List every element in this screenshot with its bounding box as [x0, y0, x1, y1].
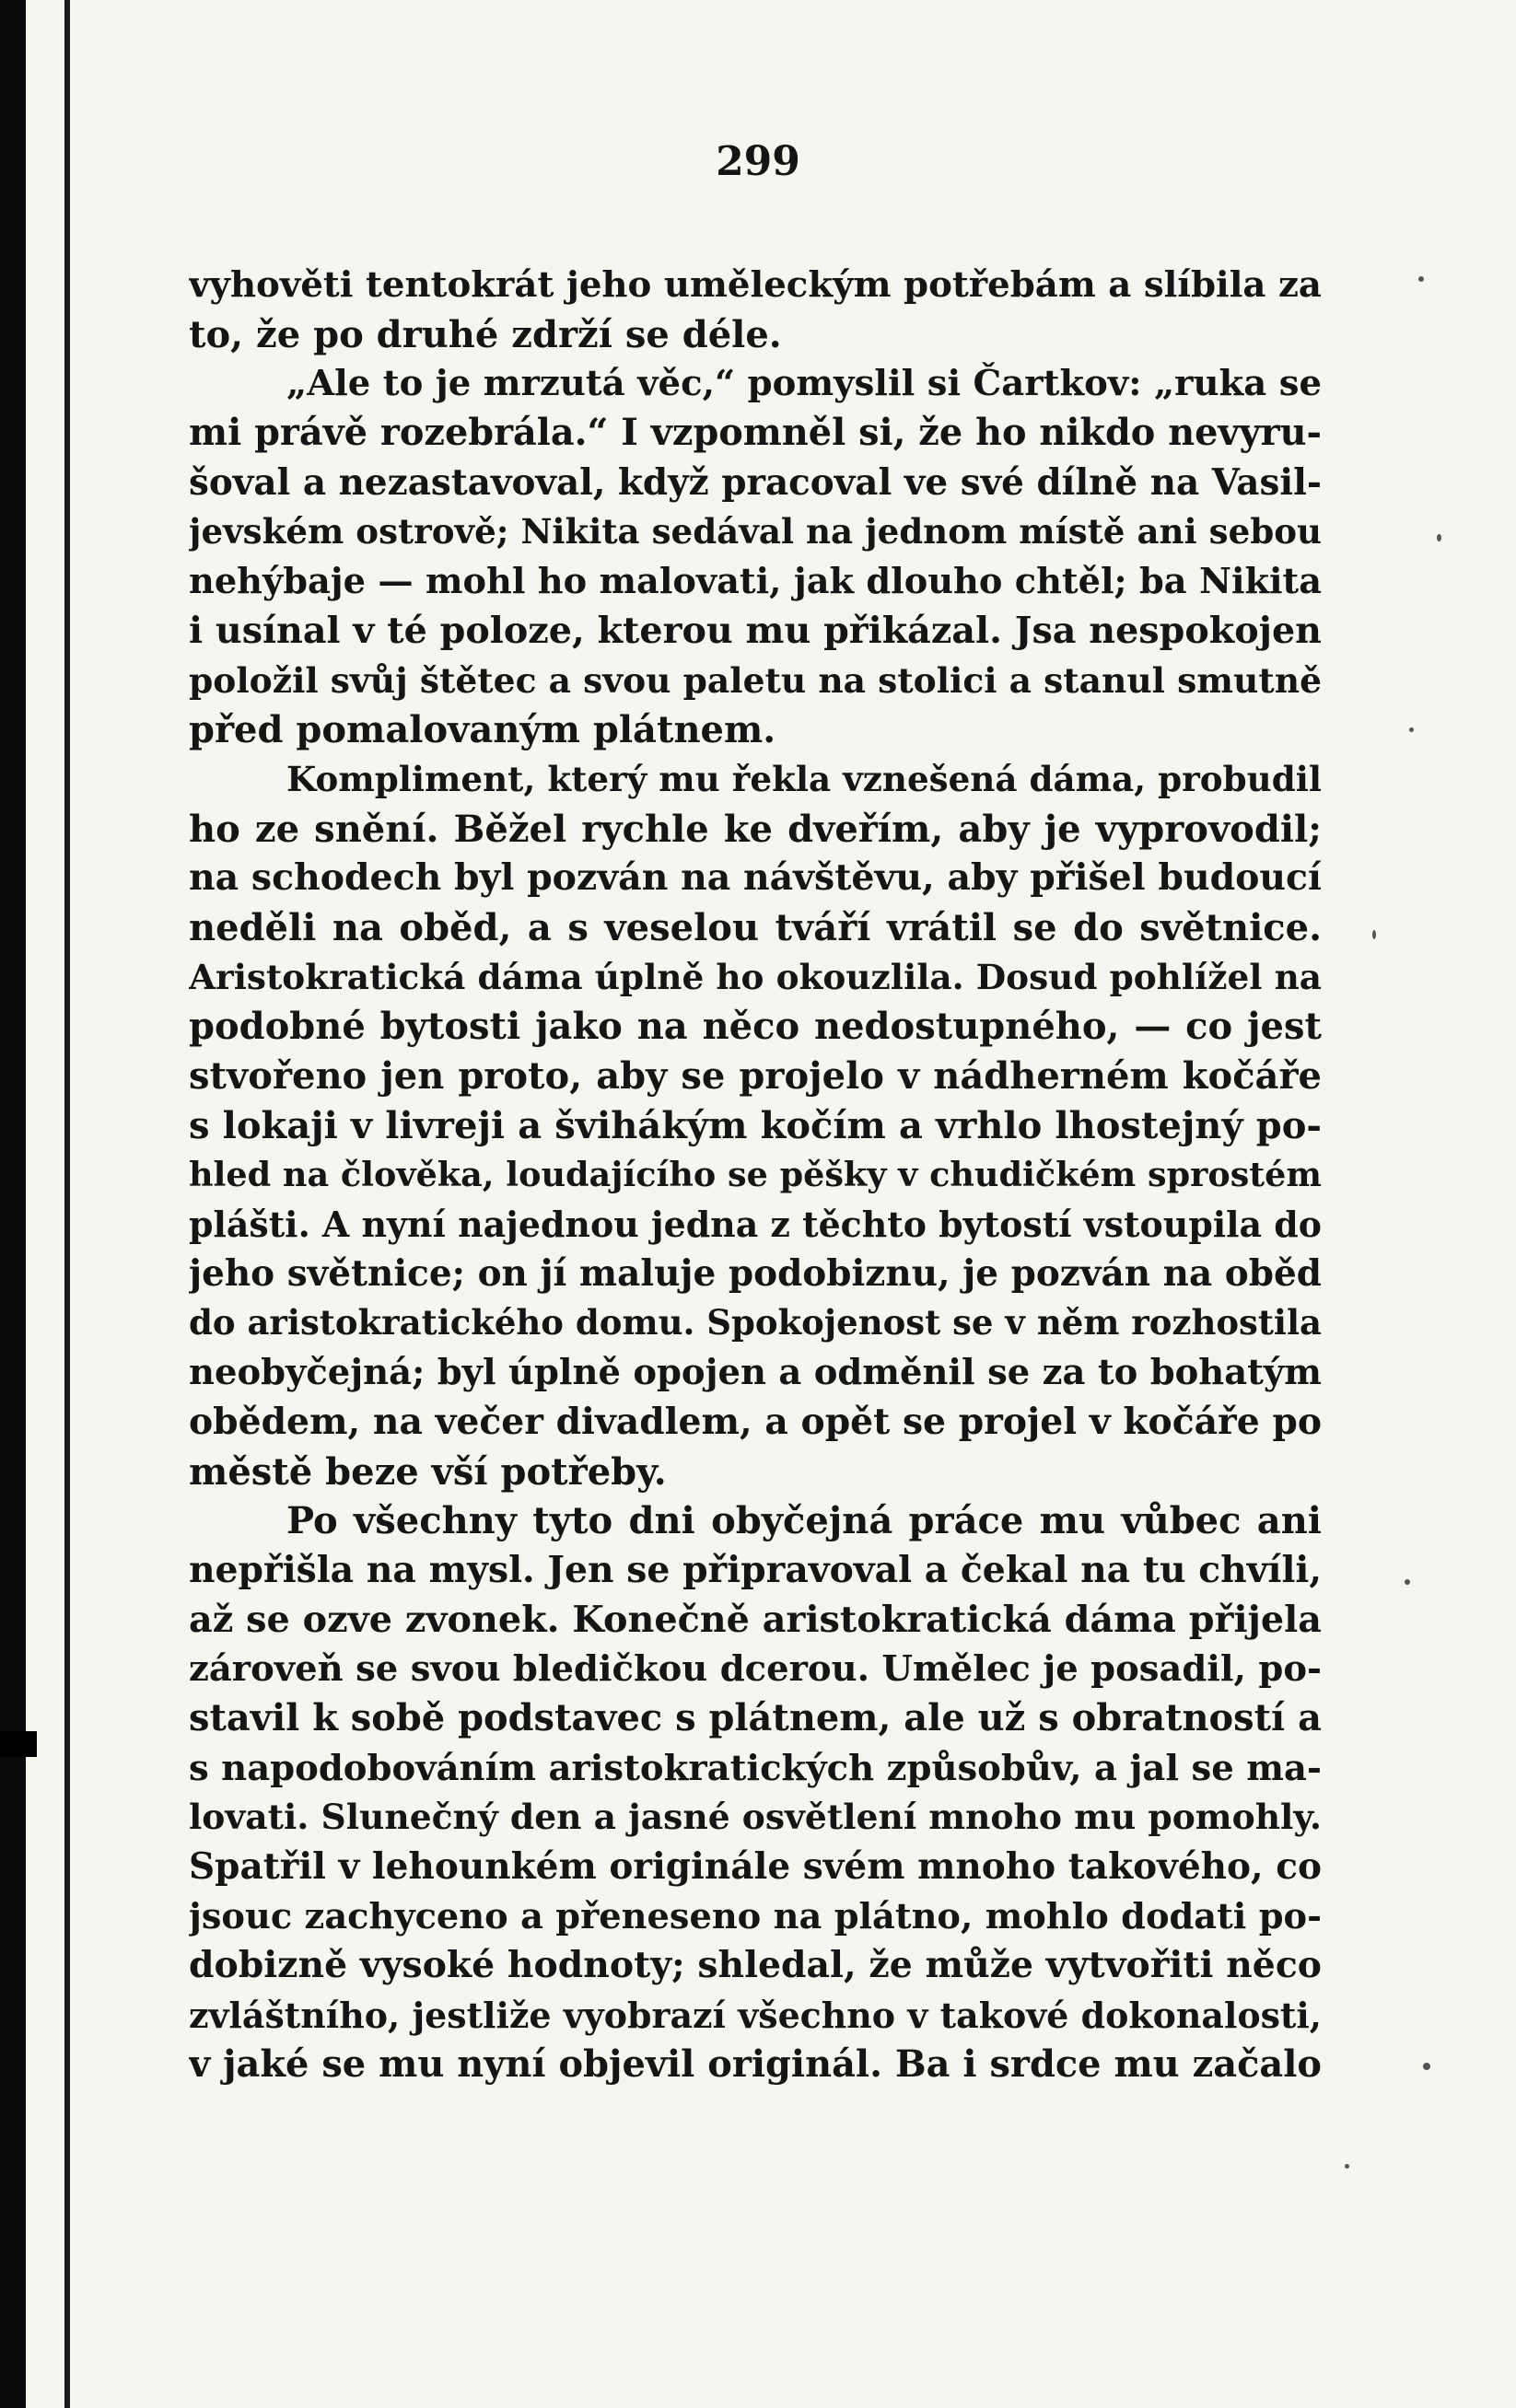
text-line: stavil k sobě podstavec s plátnem, ale už s obratností a	[189, 1696, 1322, 1739]
text-line: obědem, na večer divadlem, a opět se projel v kočáře po	[189, 1400, 1322, 1443]
text-line: nehýbaje — mohl ho malovati, jak dlouho chtěl; ba Nikita	[189, 561, 1322, 603]
scan-speck	[1423, 2063, 1430, 2070]
text-line: dobizně vysoké hodnoty; shledal, že může vytvořiti něco	[189, 1944, 1322, 1987]
text-line: Kompliment, který mu řekla vznešená dáma, probudil	[286, 758, 1322, 799]
scan-speck	[1418, 276, 1424, 282]
text-line: neděli na oběd, a s veselou tváří vrátil se do světnice.	[189, 905, 1322, 949]
text-line: šoval a nezastavoval, když pracoval ve své dílně na Vasil-	[189, 461, 1322, 504]
text-line: jsouc zachyceno a přeneseno na plátno, mohlo dodati po-	[189, 1895, 1322, 1937]
binding-shadow-line	[64, 0, 70, 2408]
text-line: jeho světnice; on jí maluje podobiznu, je pozván na oběd	[189, 1251, 1322, 1295]
text-line: na schodech byl pozván na návštěvu, aby přišel budoucí	[189, 856, 1322, 900]
text-line: hled na člověka, loudajícího se pěšky v chudičkém sprostém	[189, 1155, 1322, 1195]
text-line: stvořeno jen proto, aby se projelo v nádherném kočáře	[189, 1054, 1322, 1098]
text-line: vyhověti tentokrát jeho uměleckým potřebám a slíbila za	[189, 264, 1322, 306]
text-line: i usínal v té poloze, kterou mu přikázal. Jsa nespokojen	[189, 609, 1322, 652]
text-line: jevském ostrově; Nikita sedával na jednom místě ani sebou	[189, 511, 1322, 553]
text-line: až se ozve zvonek. Konečně aristokratická dáma přijela	[189, 1598, 1322, 1641]
text-line: před pomalovaným plátnem.	[189, 708, 776, 752]
text-line: s napodobováním aristokratických způsobův, a jal se ma-	[189, 1747, 1322, 1789]
text-line: to, že po druhé zdrží se déle.	[189, 312, 782, 356]
text-line: lovati. Slunečný den a jasné osvětlení mnoho mu pomohly.	[189, 1797, 1322, 1838]
scan-speck	[1409, 727, 1414, 732]
text-line: položil svůj štětec a svou paletu na stolici a stanul smutně	[189, 659, 1322, 701]
text-line: Spatřil v lehounkém originále svém mnoho takového, co	[189, 1845, 1322, 1888]
text-line: neobyčejná; byl úplně opojen a odměnil se za to bohatým	[189, 1352, 1322, 1394]
text-line: Po všechny tyto dni obyčejná práce mu vůbec ani	[286, 1499, 1322, 1543]
scan-speck	[1437, 534, 1441, 541]
text-line: „Ale to je mrzutá věc,“ pomyslil si Čartkov: „ruka se	[286, 363, 1322, 405]
binding-mark	[0, 1731, 37, 1757]
text-line: ho ze snění. Běžel rychle ke dveřím, aby je vyprovodil;	[189, 807, 1322, 851]
text-line: s lokaji v livreji a švihákým kočím a vrhlo lhostejný po-	[189, 1103, 1322, 1147]
text-line: do aristokratického domu. Spokojenost se v něm rozhostila	[189, 1302, 1322, 1344]
scan-speck	[1345, 2164, 1349, 2169]
text-line: městě beze vší potřeby.	[189, 1449, 667, 1494]
text-line: zvláštního, jestliže vyobrazí všechno v takové dokonalosti,	[189, 1995, 1322, 2037]
scan-speck	[1405, 1579, 1410, 1585]
text-line: nepřišla na mysl. Jen se připravoval a čekal na tu chvíli,	[189, 1548, 1322, 1591]
text-line: zároveň se svou bledičkou dcerou. Umělec je posadil, po-	[189, 1648, 1322, 1691]
page-number: 299	[716, 138, 800, 185]
body-text	[189, 261, 1322, 2089]
text-line: mi právě rozebrála.“ I vzpomněl si, že ho nikdo nevyru-	[189, 412, 1322, 455]
text-line: plášti. A nyní najednou jedna z těchto bytostí vstoupila do	[189, 1204, 1322, 1246]
text-line: podobné bytosti jako na něco nedostupného, — co jest	[189, 1005, 1322, 1049]
text-line: Aristokratická dáma úplně ho okouzlila. Dosud pohlížel na	[189, 956, 1322, 997]
binding-edge	[0, 0, 26, 2408]
text-line: v jaké se mu nyní objevil originál. Ba i srdce mu začalo	[189, 2042, 1322, 2086]
scan-speck	[1372, 930, 1376, 939]
